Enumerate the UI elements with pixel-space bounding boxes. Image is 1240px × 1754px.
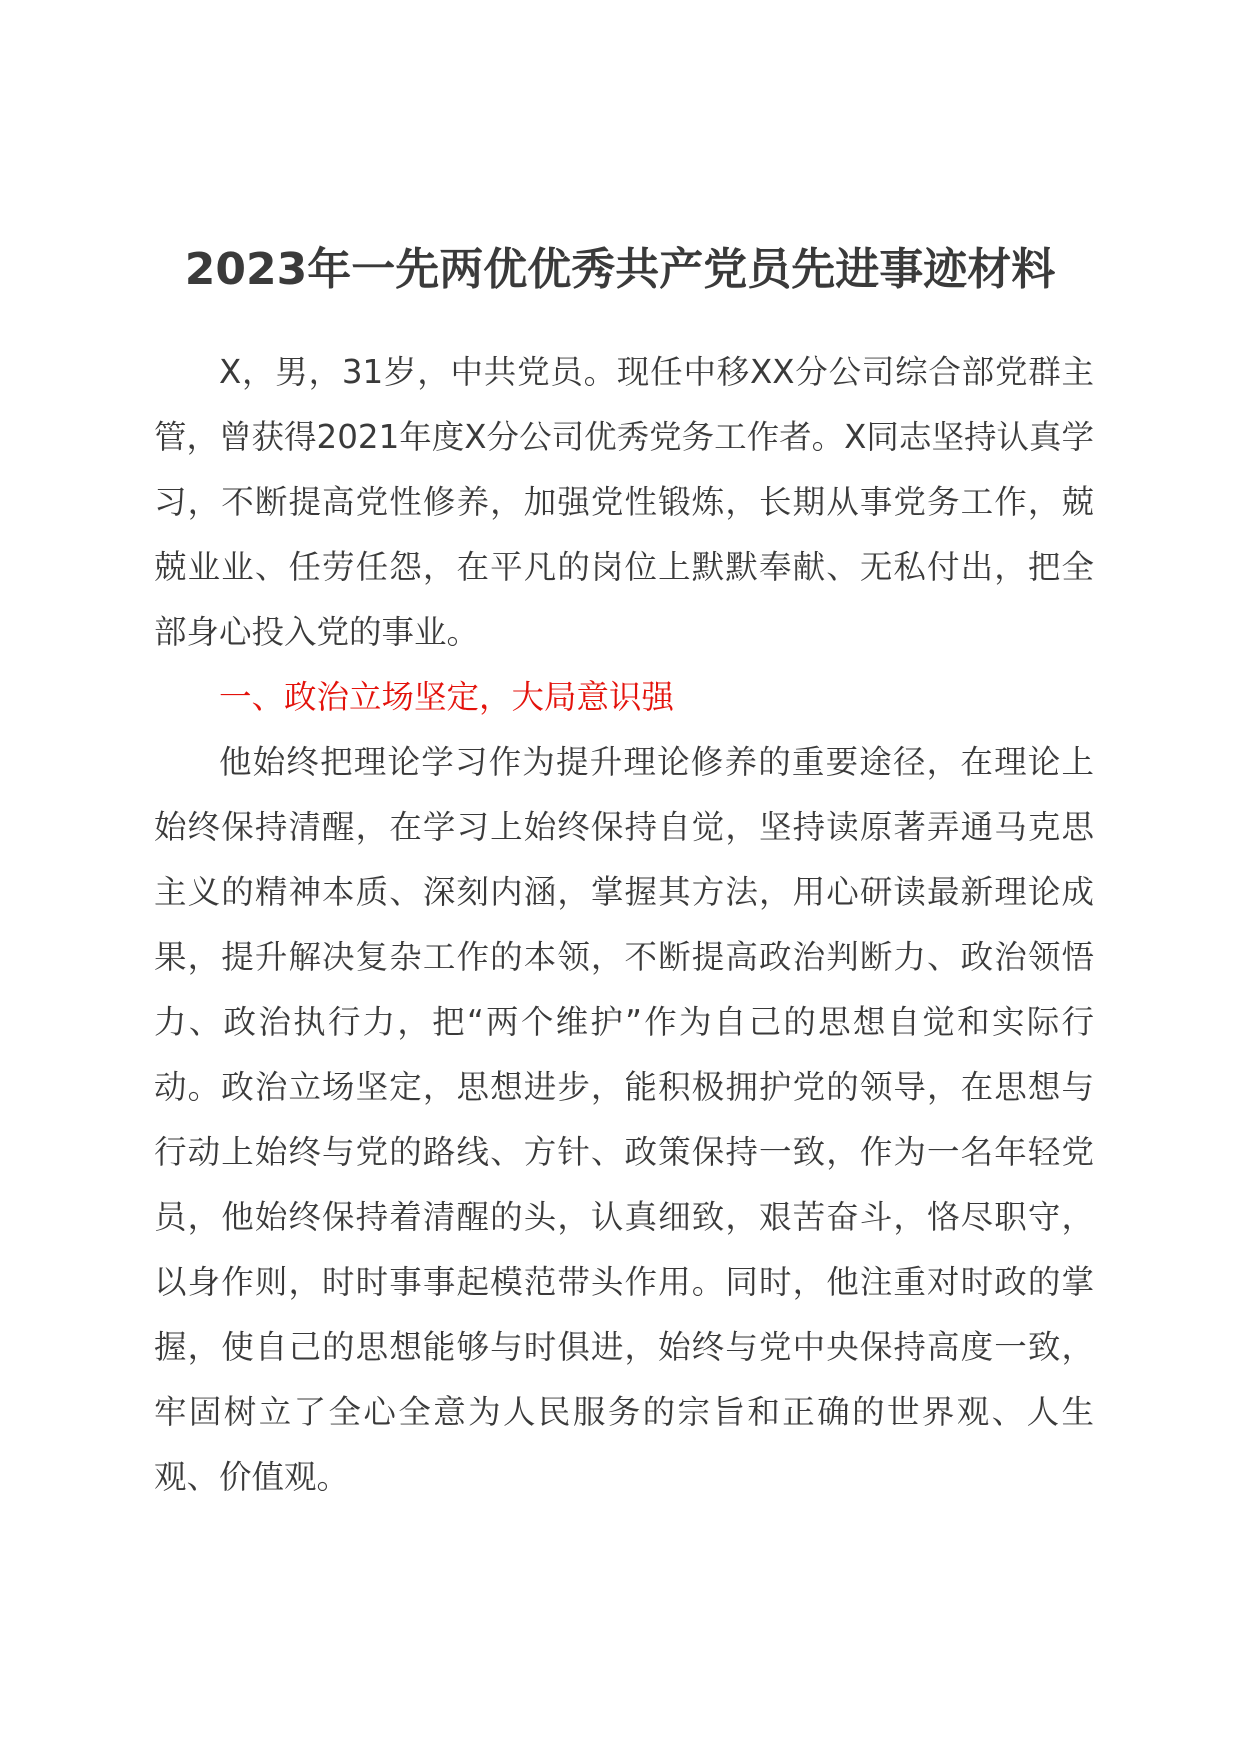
document-body [154,340,1094,1510]
section-heading: 一、政治立场坚定，大局意识强 [219,678,675,716]
section-paragraph: 他始终把理论学习作为提升理论修养的重要途径，在理论上始终保持清醒，在学习上始终保持自觉，坚持读原著弄通马克思主义的精神本质、深刻内涵，掌握其方法，用心研读最新理论成果，提升解决复杂工作的本领，不断提高政治判断力、政治领悟力、政治执行力，把“两个维护”作为自己的思想自觉和实际行动。政治立场坚定，思想进步，能积极拥护党的领导，在思想与行动上始终与党的路线、方针、政策保持一致，作为一名年轻党员，他始终保持着清醒的头，认真细致，艰苦奋斗，恪尽职守，以身作则，时时事事起模范带头作用。同时，他注重对时政的掌握，使自己的思想能够与时俱进，始终与党中央保持高度一致，牢固树立了全心全意为人民服务的宗旨和正确的世界观、人生观、价值观。 [154,743,1094,1496]
document-title: 2023年一先两优优秀共产党员先进事迹材料 [184,244,1056,295]
intro-paragraph: X，男，31岁，中共党员。现任中移XX分公司综合部党群主管，曾获得2021年度X分公司优秀党务工作者。X同志坚持认真学习，不断提高党性修养，加强党性锻炼，长期从事党务工作，兢兢业业、任劳任怨，在平凡的岗位上默默奉献、无私付出，把全部身心投入党的事业。 [154,353,1094,651]
